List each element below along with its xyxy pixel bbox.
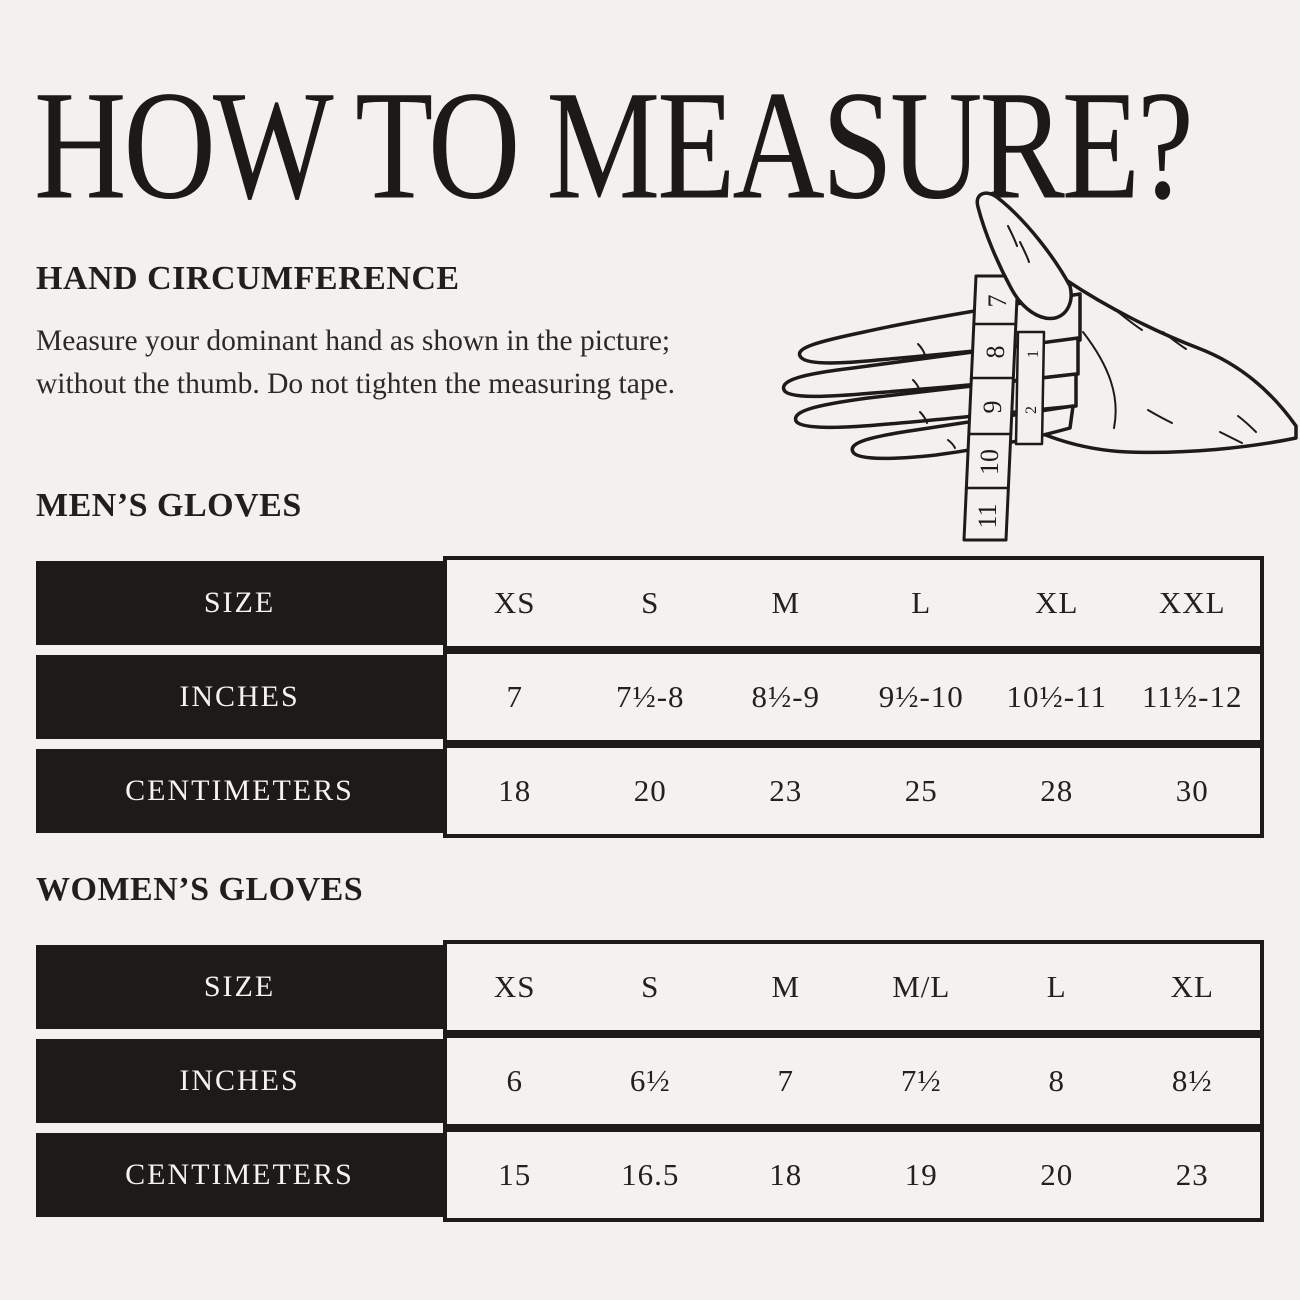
table-row-size [36,556,1264,650]
tape-number: 9 [978,400,1007,414]
table-row-inches [36,650,1264,744]
tape-end [1016,332,1044,444]
row-label-size: SIZE [36,945,443,1029]
hand-measurement-illustration [768,182,1300,544]
centimeters-value: 23 [1175,1157,1209,1192]
size-value: XXL [1158,585,1226,620]
centimeters-value: 16.5 [621,1157,680,1192]
centimeters-value: 19 [904,1157,938,1192]
row-values [443,556,1264,650]
row-label-size: SIZE [36,561,443,645]
hand-circumference-heading: HAND CIRCUMFERENCE [36,260,460,297]
size-value: S [641,585,660,620]
size-value: S [641,969,660,1004]
row-label-inches: INCHES [36,655,443,739]
mens-gloves-table [36,556,1264,838]
size-value: M [771,585,801,620]
size-value: M/L [892,969,951,1004]
size-value: XS [493,585,536,620]
centimeters-value: 18 [498,773,532,808]
row-values [443,1128,1264,1222]
inches-value: 7½ [900,1063,942,1098]
table-row-centimeters [36,1128,1264,1222]
centimeters-value: 18 [769,1157,803,1192]
inches-value: 8½ [1171,1063,1213,1098]
page-title: HOW TO MEASURE? [34,58,1191,232]
size-value: L [1046,969,1067,1004]
inches-value: 8 [1048,1063,1065,1098]
size-value: XS [493,969,536,1004]
centimeters-value: 25 [904,773,938,808]
tape-end-number: 2 [1023,406,1040,414]
inches-value: 7 [777,1063,794,1098]
row-values [443,1034,1264,1128]
centimeters-value: 23 [769,773,803,808]
row-values [443,940,1264,1034]
inches-value: 9½-10 [878,679,964,714]
inches-value: 7 [506,679,523,714]
centimeters-value: 30 [1175,773,1209,808]
hand-circumference-section [36,260,736,406]
womens-gloves-heading: WOMEN’S GLOVES [36,871,364,908]
row-label-centimeters: CENTIMETERS [36,749,443,833]
row-values [443,744,1264,838]
tape-number: 11 [973,503,1002,529]
mens-gloves-heading: MEN’S GLOVES [36,487,302,524]
table-row-centimeters [36,744,1264,838]
table-row-size [36,940,1264,1034]
row-values [443,650,1264,744]
table-row-inches [36,1034,1264,1128]
centimeters-value: 28 [1040,773,1074,808]
inches-value: 7½-8 [615,679,685,714]
tape-number: 7 [983,294,1012,308]
inches-value: 10½-11 [1006,679,1107,714]
size-value: XL [1170,969,1214,1004]
size-value: M [771,969,801,1004]
size-value: XL [1035,585,1079,620]
inches-value: 11½-12 [1142,679,1243,714]
size-value: L [911,585,932,620]
centimeters-value: 15 [498,1157,532,1192]
inches-value: 6 [506,1063,523,1098]
row-label-inches: INCHES [36,1039,443,1123]
instruction-text: Measure your dominant hand as shown in the picture; without the thumb. Do not tighten the measuring tape. [36,325,676,400]
womens-gloves-table [36,940,1264,1222]
centimeters-value: 20 [633,773,667,808]
tape-end-number: 1 [1025,350,1042,358]
tape-number: 8 [981,345,1010,359]
centimeters-value: 20 [1040,1157,1074,1192]
inches-value: 8½-9 [751,679,821,714]
tape-number: 10 [975,449,1004,475]
row-label-centimeters: CENTIMETERS [36,1133,443,1217]
inches-value: 6½ [629,1063,671,1098]
